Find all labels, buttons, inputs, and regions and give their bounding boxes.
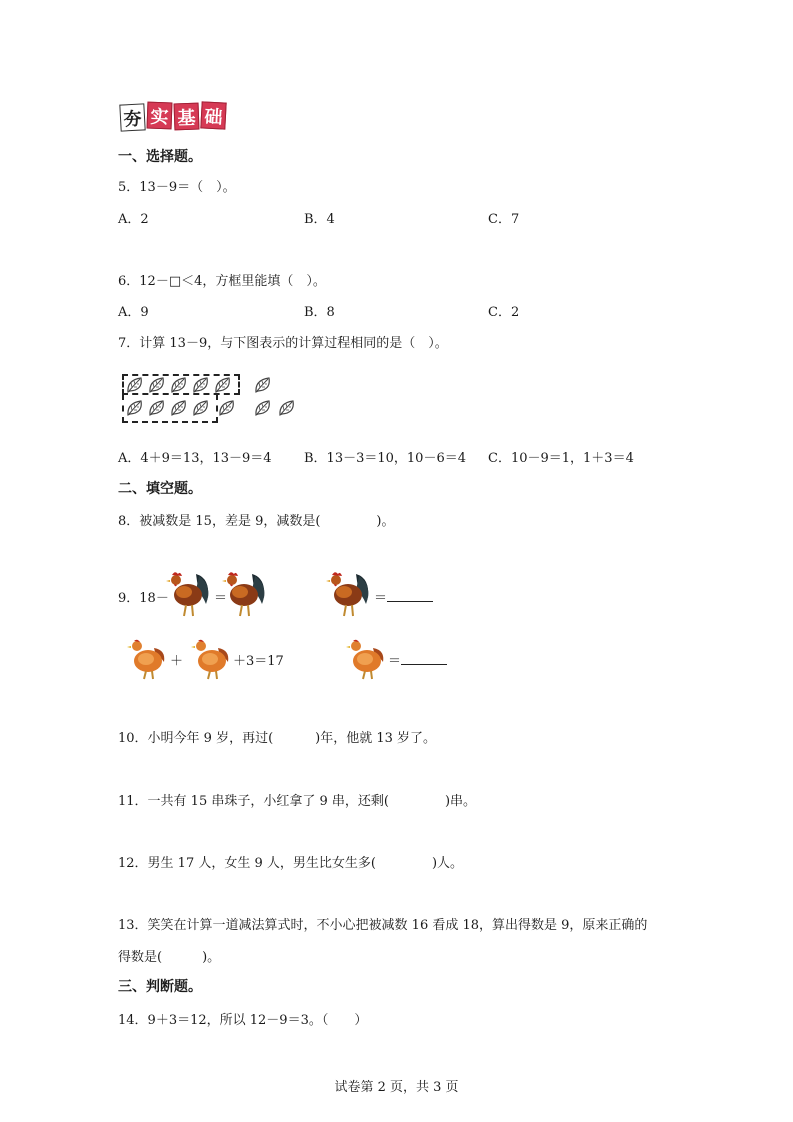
leaf-icon (218, 399, 236, 417)
leaf-icon (192, 376, 210, 394)
hen-icon (190, 634, 232, 680)
question-11-text-end: )串。 (444, 794, 477, 809)
answer-blank-hen[interactable] (401, 663, 447, 665)
question-6-stem: 6．12－□＜4，方框里能填（ ）。 (118, 274, 326, 289)
leaf-icon (254, 399, 272, 417)
question-12-text-end: )人。 (431, 856, 464, 871)
leaf-icon (278, 399, 296, 417)
section-banner (120, 102, 226, 131)
leaf-icon (148, 376, 166, 394)
question-14[interactable]: 14．9＋3＝12，所以 12－9＝3。（ ） (118, 1013, 368, 1028)
question-9-equation-tail: ＋3＝17 (233, 654, 284, 669)
question-10-text: 10．小明今年 9 岁，再过( (118, 731, 274, 746)
question-6-option-a[interactable]: A．9 (118, 305, 149, 320)
question-11 (118, 790, 476, 809)
question-10 (118, 727, 436, 746)
leaf-icon (170, 399, 188, 417)
question-9-number: 9．18－ (118, 591, 169, 606)
leaf-icon (254, 376, 272, 394)
question-8-text-end: )。 (376, 514, 395, 529)
page-footer: 试卷第 2 页，共 3 页 (334, 1080, 459, 1095)
rooster-icon (326, 568, 374, 618)
question-7-option-c[interactable]: C．10－9＝1，1＋3＝4 (488, 451, 634, 466)
equals-text: ＝ (388, 654, 402, 669)
rooster-icon (222, 568, 270, 618)
leaf-icon (214, 376, 232, 394)
question-10-text-end: )年，他就 13 岁了。 (315, 731, 437, 746)
leaf-icon (170, 376, 188, 394)
hen-icon (126, 634, 168, 680)
question-5-option-a[interactable]: A．2 (118, 212, 149, 227)
question-5-option-b[interactable]: B．4 (304, 212, 335, 227)
equals-text: ＝ (374, 591, 388, 606)
question-6-option-b[interactable]: B．8 (304, 305, 335, 320)
question-13-line2 (118, 946, 220, 965)
question-6-option-c[interactable]: C．2 (488, 305, 520, 320)
section-heading-choice: 一、选择题。 (118, 149, 202, 165)
answer-blank-rooster[interactable] (387, 600, 433, 602)
question-8 (118, 510, 395, 529)
question-8-text: 8．被减数是 15，差是 9，减数是( (118, 514, 321, 529)
question-13-text: 得数是( (118, 950, 163, 965)
equals-sign (388, 650, 447, 669)
question-7-stem: 7．计算 13－9，与下图表示的计算过程相同的是（ ）。 (118, 336, 448, 351)
question-5-option-c[interactable]: C．7 (488, 212, 520, 227)
question-12 (118, 852, 463, 871)
rooster-icon (166, 568, 214, 618)
question-12-text: 12．男生 17 人，女生 9 人，男生比女生多( (118, 856, 376, 871)
question-13-line1: 13．笑笑在计算一道减法算式时，不小心把被减数 16 看成 18，算出得数是 9，原来正确的 (118, 918, 648, 933)
question-5-stem: 5．13－9＝（ ）。 (118, 180, 236, 195)
leaf-icon (148, 399, 166, 417)
section-heading-fill: 二、填空题。 (118, 481, 202, 497)
equals-sign (374, 587, 433, 606)
equals-sign: ＝ (214, 591, 228, 606)
question-7-option-b[interactable]: B．13－3＝10，10－6＝4 (304, 451, 466, 466)
leaf-diagram (122, 373, 307, 423)
hen-icon (345, 634, 387, 680)
leaf-icon (126, 399, 144, 417)
question-7-option-a[interactable]: A．4＋9＝13，13－9＝4 (118, 451, 272, 466)
banner-char: 实 (147, 102, 173, 130)
banner-char: 基 (174, 103, 200, 131)
banner-char: 础 (200, 101, 226, 129)
question-11-text: 11．一共有 15 串珠子，小红拿了 9 串，还剩( (118, 794, 389, 809)
plus-sign: ＋ (170, 654, 184, 669)
question-13-text-end: )。 (202, 950, 221, 965)
banner-char: 夯 (119, 103, 145, 131)
leaf-icon (126, 376, 144, 394)
section-heading-judge: 三、判断题。 (118, 979, 202, 995)
leaf-icon (192, 399, 210, 417)
